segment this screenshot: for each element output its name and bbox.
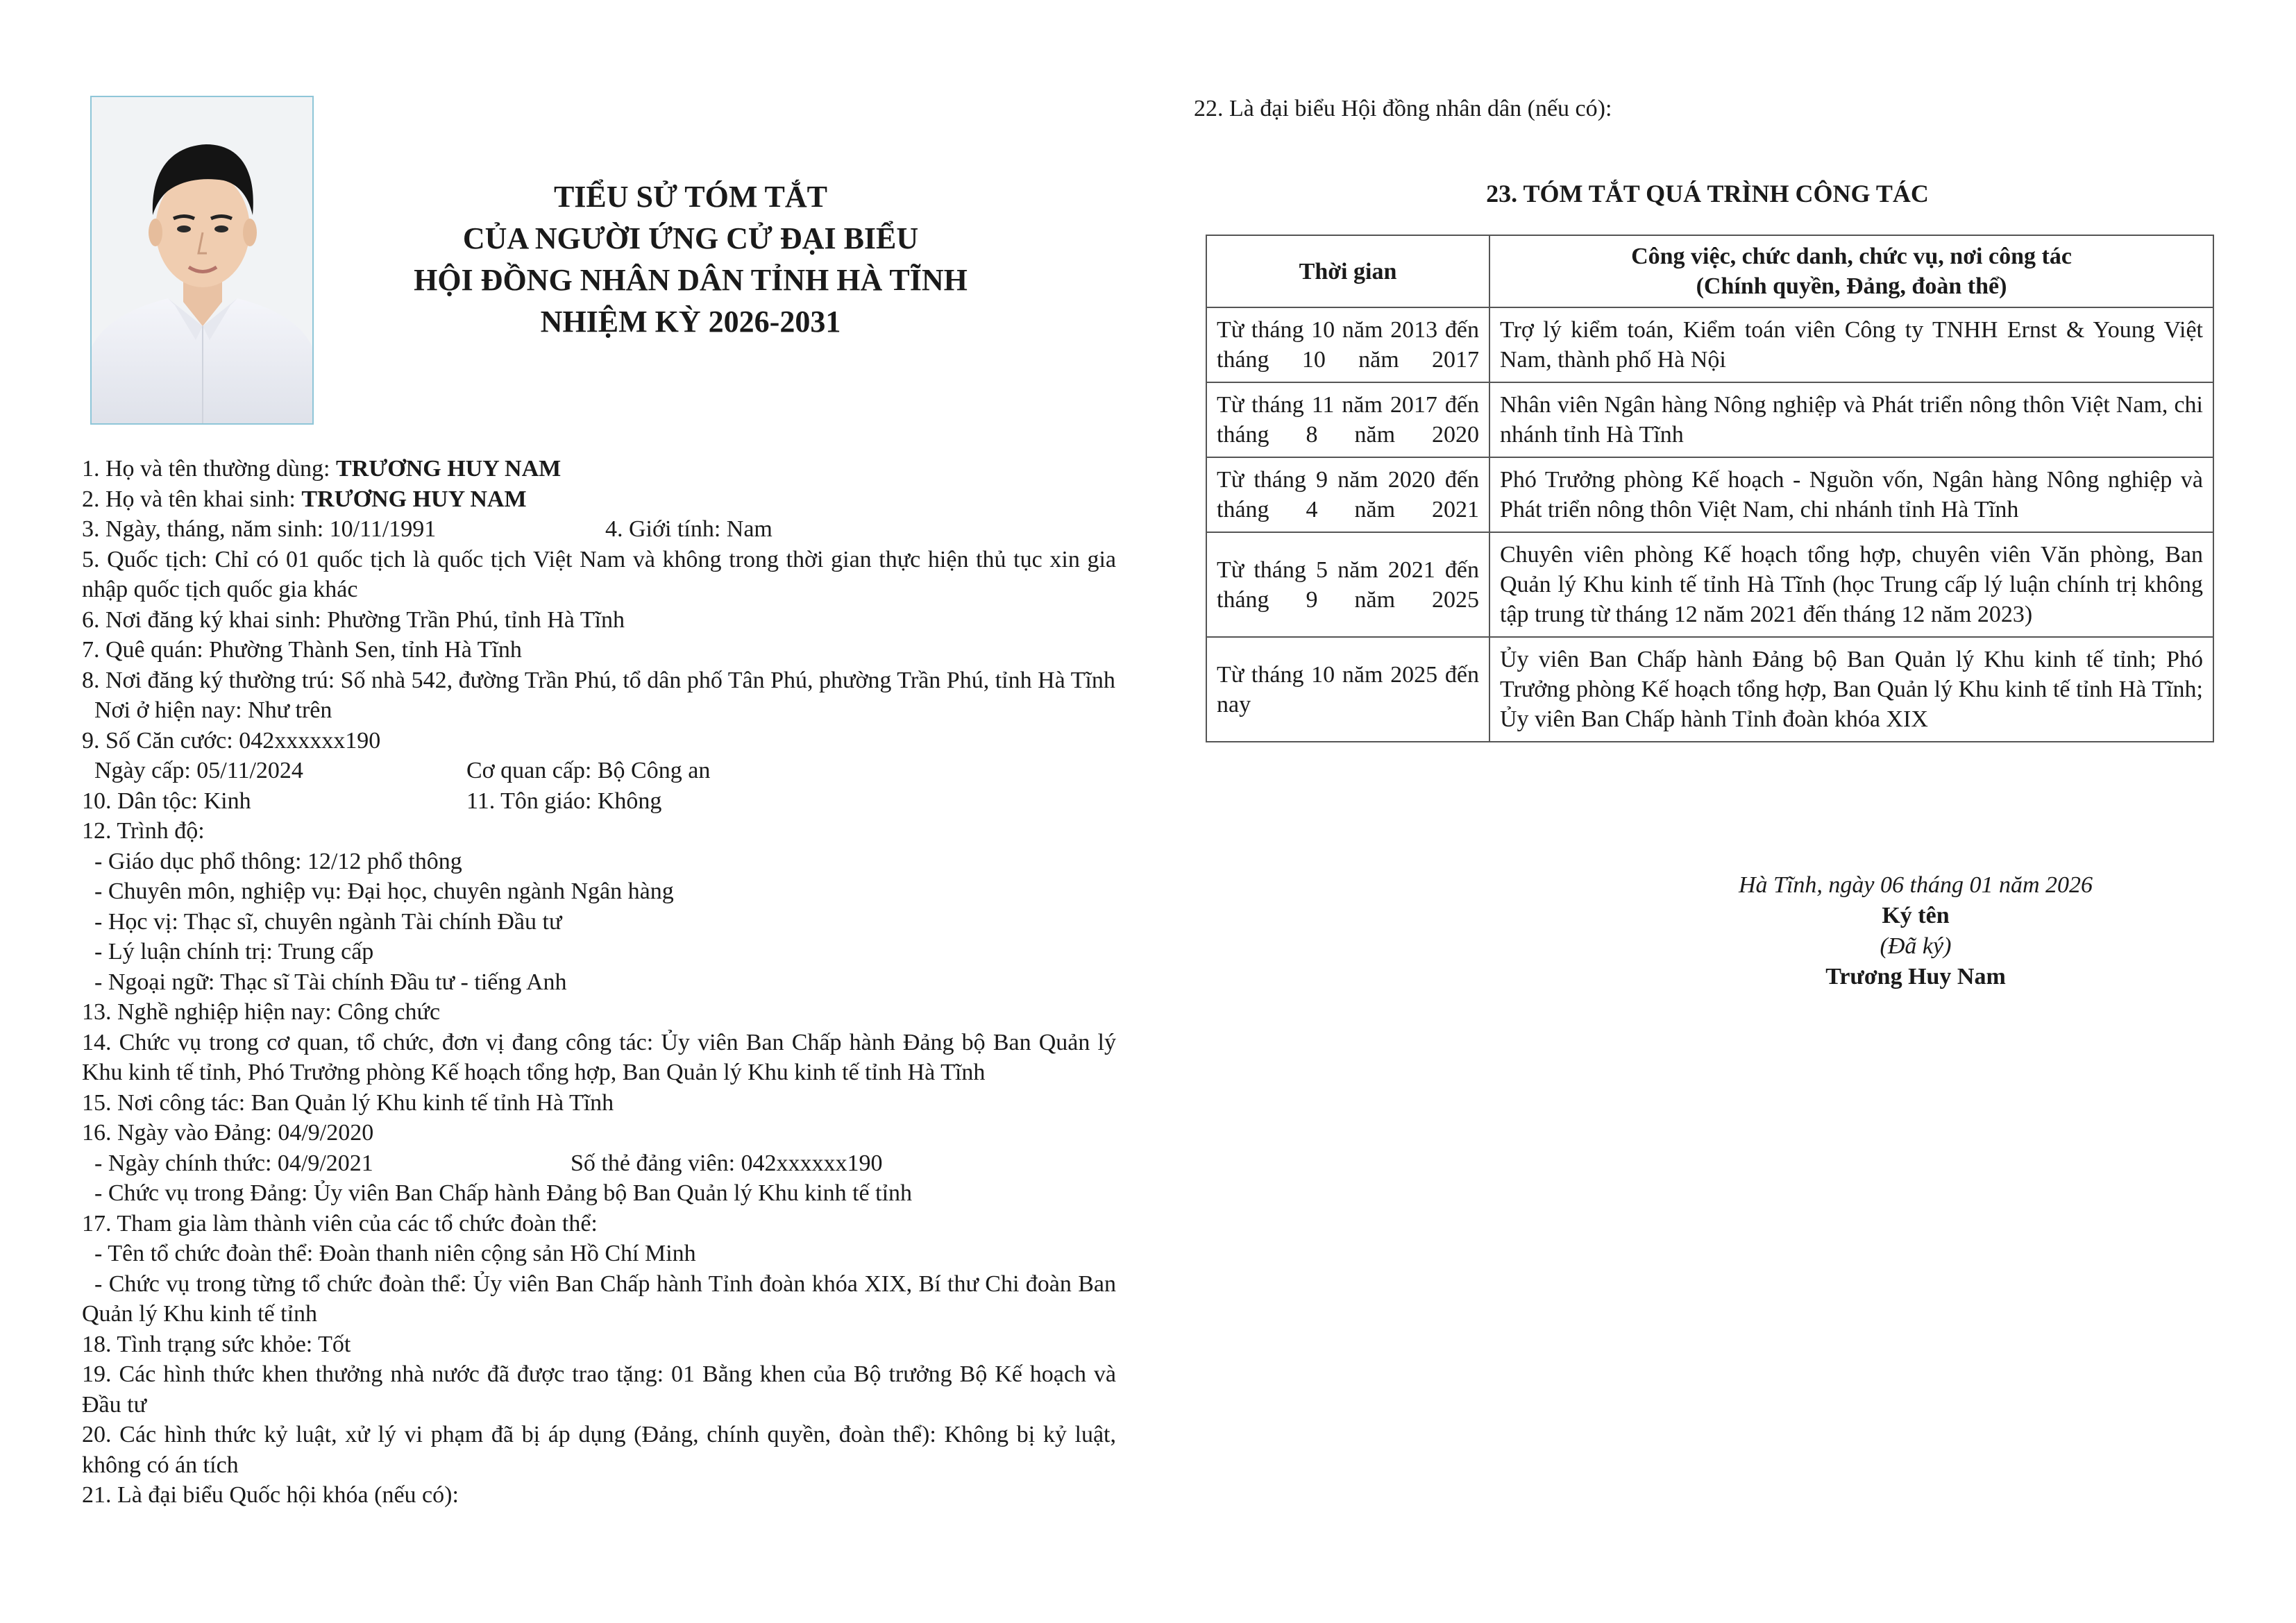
item-birthdate-gender-row	[82, 514, 1116, 545]
item-position: 14. Chức vụ trong cơ quan, tổ chức, đơn vị đang công tác: Ủy viên Ban Chấp hành Đảng bộ Ban Quản lý Khu kinh tế tỉnh, Phó Trưởng phòng Kế hoạch tổng hợp, Ban Quản lý Khu kinh tế tỉnh Hà Tĩnh	[82, 1029, 1116, 1085]
row-period: Từ tháng 5 năm 2021 đến tháng 9 năm 2025	[1206, 532, 1489, 637]
item-workplace: 15. Nơi công tác: Ban Quản lý Khu kinh tế tỉnh Hà Tĩnh	[82, 1089, 614, 1116]
table-row	[1206, 307, 2213, 382]
document-title	[368, 176, 1013, 343]
item-education-politics: - Lý luận chính trị: Trung cấp	[94, 939, 374, 965]
item-birth-name	[82, 484, 1116, 515]
signature-block	[1680, 870, 2152, 992]
header-description-sub: (Chính quyền, Đảng, đoàn thể)	[1696, 273, 2007, 299]
career-table	[1206, 235, 2214, 742]
item-current-residence: Nơi ở hiện nay: Như trên	[94, 697, 332, 723]
item-provincial-council: 22. Là đại biểu Hội đồng nhân dân (nếu có):	[1194, 96, 1612, 121]
row-period: Từ tháng 9 năm 2020 đến tháng 4 năm 2021	[1206, 457, 1489, 532]
item-religion: 11. Tôn giáo: Không	[466, 788, 662, 814]
item-discipline: 20. Các hình thức kỷ luật, xử lý vi phạm đã bị áp dụng (Đảng, chính quyền, đoàn thể): Không bị kỷ luật, không có án tích	[82, 1422, 1116, 1478]
signature-signed-note: (Đã ký)	[1880, 933, 1952, 959]
item-birth-name-value: TRƯƠNG HUY NAM	[301, 486, 527, 512]
row-description: Phó Trưởng phòng Kế hoạch - Nguồn vốn, Ngân hàng Nông nghiệp và Phát triển nông thôn Việt Nam, chi nhánh tỉnh Hà Tĩnh	[1489, 457, 2213, 532]
item-permanent-residence: 8. Nơi đăng ký thường trú: Số nhà 542, đường Trần Phú, tổ dân phố Tân Phú, phường Trần Phú, tỉnh Hà Tĩnh	[82, 667, 1115, 693]
item-education-degree: - Học vị: Thạc sĩ, chuyên ngành Tài chính Đầu tư	[94, 908, 562, 935]
item-common-name-label: 1. Họ và tên thường dùng:	[82, 456, 336, 482]
item-nationality: 5. Quốc tịch: Chỉ có 01 quốc tịch là quốc tịch Việt Nam và không trong thời gian thực hiện thủ tục xin gia nhập quốc tịch quốc gia khác	[82, 546, 1116, 602]
item-common-name-value: TRƯƠNG HUY NAM	[335, 456, 562, 482]
portrait-photo	[90, 96, 314, 425]
item-common-name	[82, 454, 1116, 484]
title-line-1: TIỂU SỬ TÓM TẮT	[553, 180, 828, 214]
career-title: 23. TÓM TẮT QUÁ TRÌNH CÔNG TÁC	[1486, 180, 1929, 207]
header-time: Thời gian	[1206, 235, 1489, 307]
title-line-4: NHIỆM KỲ 2026-2031	[540, 305, 841, 339]
row-period: Từ tháng 11 năm 2017 đến tháng 8 năm 2020	[1206, 382, 1489, 457]
item-education-general: - Giáo dục phổ thông: 12/12 phổ thông	[94, 848, 462, 874]
row-period: Từ tháng 10 năm 2025 đến nay	[1206, 637, 1489, 742]
row-period: Từ tháng 10 năm 2013 đến tháng 10 năm 2017	[1206, 307, 1489, 382]
item-awards: 19. Các hình thức khen thưởng nhà nước đã được trao tặng: 01 Bằng khen của Bộ trưởng Bộ Kế hoạch và Đầu tư	[82, 1361, 1116, 1418]
item-id-number: 9. Số Căn cước: 042xxxxxx190	[82, 727, 381, 754]
signature-label: Ký tên	[1882, 903, 1950, 928]
table-row	[1206, 637, 2213, 742]
item-education-specialty: - Chuyên môn, nghiệp vụ: Đại học, chuyên ngành Ngân hàng	[94, 878, 674, 904]
item-organizations-heading: 17. Tham gia làm thành viên của các tổ chức đoàn thể:	[82, 1210, 598, 1237]
item-party-official-row	[82, 1148, 1116, 1179]
title-line-2: CỦA NGƯỜI ỨNG CỬ ĐẠI BIỂU	[462, 221, 919, 255]
table-row	[1206, 532, 2213, 637]
item-party-official-date: - Ngày chính thức: 04/9/2021	[94, 1150, 373, 1176]
row-description: Chuyên viên phòng Kế hoạch tổng hợp, chuyên viên Văn phòng, Ban Quản lý Khu kinh tế tỉnh Hà Tĩnh (học Trung cấp lý luận chính trị không tập trung từ tháng 12 năm 2021 đến tháng 12 năm 2023)	[1489, 532, 2213, 637]
career-header-row	[1206, 235, 2213, 307]
item-national-assembly: 21. Là đại biểu Quốc hội khóa (nếu có):	[82, 1482, 459, 1508]
item-id-issue-date: Ngày cấp: 05/11/2024	[94, 758, 303, 783]
item-id-issuer: Cơ quan cấp: Bộ Công an	[466, 758, 711, 783]
item-birth-registration: 6. Nơi đăng ký khai sinh: Phường Trần Phú, tỉnh Hà Tĩnh	[82, 606, 625, 633]
item-id-issue-row	[82, 756, 1116, 786]
item-education-heading: 12. Trình độ:	[82, 818, 205, 844]
item-ethnicity: 10. Dân tộc: Kinh	[82, 788, 251, 814]
row-description: Trợ lý kiểm toán, Kiểm toán viên Công ty TNHH Ernst & Young Việt Nam, thành phố Hà Nội	[1489, 307, 2213, 382]
header-description	[1489, 235, 2213, 307]
header-description-main: Công việc, chức danh, chức vụ, nơi công tác	[1631, 244, 2072, 269]
row-description: Ủy viên Ban Chấp hành Đảng bộ Ban Quản lý Khu kinh tế tỉnh; Phó Trưởng phòng Kế hoạch tổng hợp, Ban Quản lý Khu kinh tế tỉnh Hà Tĩnh; Ủy viên Ban Chấp hành Tỉnh đoàn khóa XIX	[1489, 637, 2213, 742]
item-gender: 4. Giới tính: Nam	[605, 516, 773, 542]
item-birth-name-label: 2. Họ và tên khai sinh:	[82, 486, 302, 512]
item-party-position: - Chức vụ trong Đảng: Ủy viên Ban Chấp hành Đảng bộ Ban Quản lý Khu kinh tế tỉnh	[94, 1180, 913, 1206]
table-row	[1206, 457, 2213, 532]
item-party-card-number: Số thẻ đảng viên: 042xxxxxx190	[571, 1150, 883, 1176]
biography-section	[82, 454, 1116, 1511]
signature-name: Trương Huy Nam	[1825, 964, 2006, 989]
signature-place-date: Hà Tĩnh, ngày 06 tháng 01 năm 2026	[1739, 872, 2093, 898]
item-party-entry: 16. Ngày vào Đảng: 04/9/2020	[82, 1120, 374, 1146]
item-education-language: - Ngoại ngữ: Thạc sĩ Tài chính Đầu tư - tiếng Anh	[94, 969, 567, 995]
item-hometown: 7. Quê quán: Phường Thành Sen, tỉnh Hà Tĩnh	[82, 637, 522, 663]
item-health: 18. Tình trạng sức khỏe: Tốt	[82, 1331, 351, 1357]
item-birthdate: 3. Ngày, tháng, năm sinh: 10/11/1991	[82, 516, 437, 542]
row-description: Nhân viên Ngân hàng Nông nghiệp và Phát triển nông thôn Việt Nam, chi nhánh tỉnh Hà Tĩnh	[1489, 382, 2213, 457]
item-occupation: 13. Nghề nghiệp hiện nay: Công chức	[82, 999, 441, 1025]
title-line-3: HỘI ĐỒNG NHÂN DÂN TỈNH HÀ TĨNH	[414, 263, 968, 297]
item-organization-name: - Tên tổ chức đoàn thể: Đoàn thanh niên cộng sản Hồ Chí Minh	[94, 1241, 696, 1266]
item-organization-position: - Chức vụ trong từng tổ chức đoàn thể: Ủy viên Ban Chấp hành Tỉnh đoàn khóa XIX, Bí thư Chi đoàn Ban Quản lý Khu kinh tế tỉnh	[82, 1271, 1116, 1327]
table-row	[1206, 382, 2213, 457]
person-portrait-icon	[92, 97, 312, 423]
item-ethnicity-religion-row	[82, 786, 1116, 817]
